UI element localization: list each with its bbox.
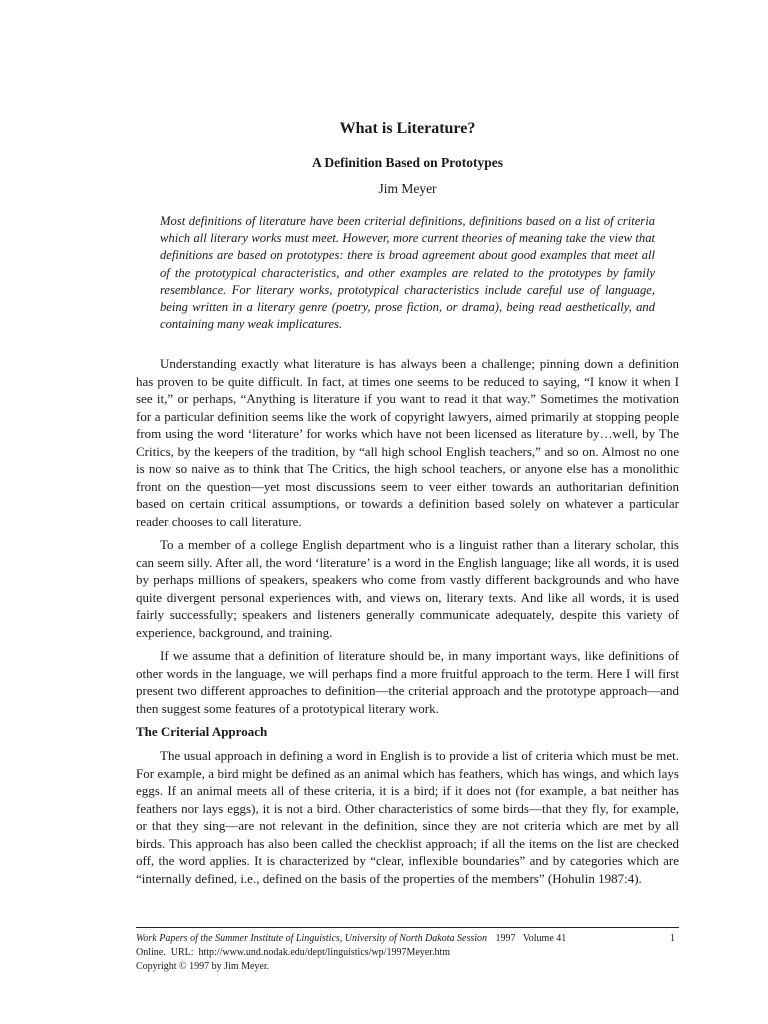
section-paragraph: The usual approach in defining a word in English is to provide a list of criteria which must be met. For example, a bird might be defined as an animal which has feathers, which has wings, and which lays eggs. If an animal meets all of these criteria, it is a bird; if it does not (for example, a bat neither has feathers nor lays eggs), it is not a bird. Other characteristics of some birds—that they fly, for example, or that they sing—are not relevant in the definition, since they are not criteria which are met by all birds. This approach has also been called the checklist approach; if all the items on the list are checked off, the word applies. It is characterized by “clear, inflexible boundaries” and by categories which are “internally defined, i.e., defined on the basis of the properties of the members” (Hohulin 1987:4). xyxy=(136,748,679,886)
paper-author: Jim Meyer xyxy=(378,181,437,196)
footer-year-volume: 1997 Volume 41 xyxy=(495,933,567,944)
body-paragraph-2: To a member of a college English department who is a linguist rather than a literary scholar, this can seem silly. After all, the word ‘literature’ is a word in the English language; like all words, it is used by perhaps millions of speakers, speakers who come from vastly different backgrounds and who have quite divergent personal experiences with, and views on, literary texts. And like all words, it is used fairly successfully; speakers and listeners generally communicate adequately, despite this variety of experience, background, and training. xyxy=(136,537,679,640)
abstract: Most definitions of literature have been criterial definitions, definitions based on a list of criteria which all literary works must meet. However, more current theories of meaning take the view that definitions are based on prototypes: there is broad agreement about good examples that meet all of the prototypical characteristics, and other examples are related to the prototypes by family resemblance. For literary works, prototypical characteristics include careful use of language, being written in a literary genre (poetry, prose fiction, or drama), being read aesthetically, and containing many weak implicatures. xyxy=(160,214,655,332)
paper-subtitle: A Definition Based on Prototypes xyxy=(311,155,503,170)
body-text xyxy=(136,355,679,893)
footer-citation-row xyxy=(136,932,679,946)
footer-journal: Work Papers of the Summer Institute of Linguistics, University of North Dakota Session xyxy=(136,933,488,944)
paper-title: What is Literature? xyxy=(339,120,476,137)
footer-page-number: 1 xyxy=(670,933,675,944)
footer-copyright: Copyright © 1997 by Jim Meyer. xyxy=(136,960,270,972)
section-heading: The Criterial Approach xyxy=(136,724,268,739)
body-paragraph-3: If we assume that a definition of literature should be, in many important ways, like definitions of other words in the language, we will perhaps find a more fruitful approach to the term. Here I will first present two different approaches to definition—the criterial approach and the prototype approach—and then suggest some features of a prototypical literary work. xyxy=(136,648,679,716)
page-footer xyxy=(136,927,679,973)
body-paragraph-1: Understanding exactly what literature is has always been a challenge; pinning down a definition has proven to be quite difficult. In fact, at times one seems to be reduced to saying, “I know it when I see it,” or perhaps, “Anything is literature if you want to read it that way.” Sometimes the motivation for a particular definition seems like the work of copyright lawyers, aimed primarily at stopping people from using the word ‘literature’ for works which have not been licensed as literature by…well, by The Critics, by the keepers of the tradition, by “all high school English teachers,” and so on. Almost no one is now so naive as to think that The Critics, the high school teachers, or anyone else has a monolithic front on the question—yet most discussions seem to veer either towards an authoritarian definition based on certain critical assumptions, or towards a definition based solely on whatever a particular reader chooses to call literature. xyxy=(136,356,679,529)
footer-url: Online. URL: http://www.und.nodak.edu/dept/linguistics/wp/1997Meyer.htm xyxy=(136,947,451,958)
